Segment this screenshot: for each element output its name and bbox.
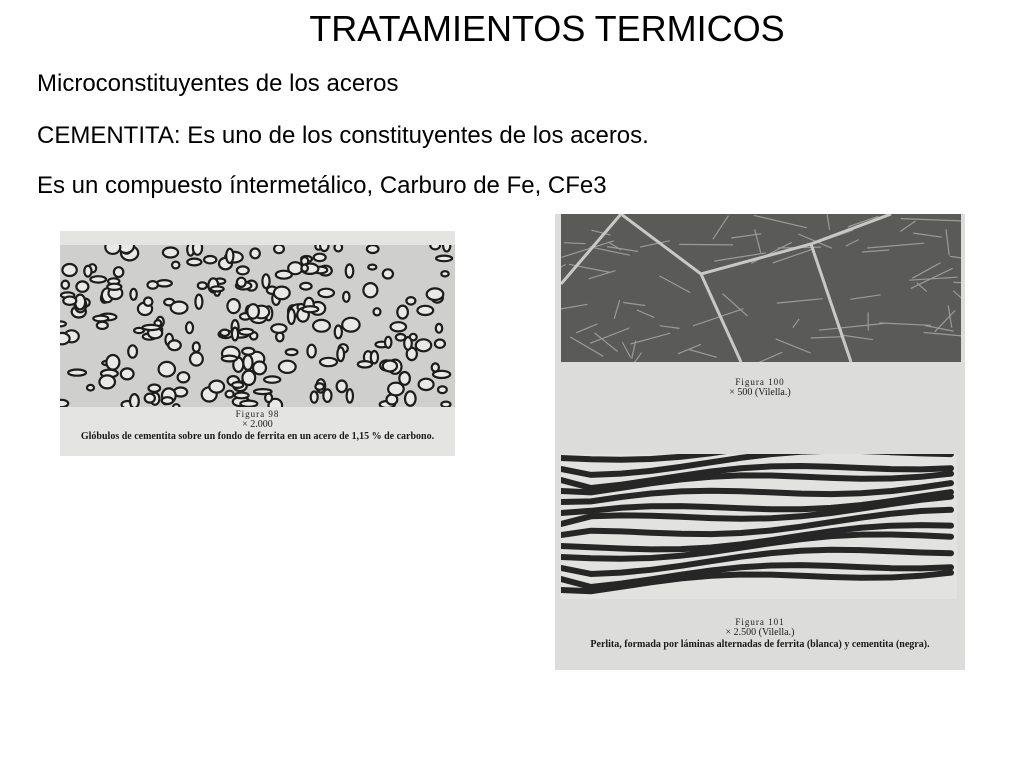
figure-100-magnification: × 500 (Vilella.) — [729, 387, 791, 399]
figure-98-magnification: × 2.000 — [242, 419, 273, 431]
micrograph-lamellar-pearlite — [561, 454, 957, 599]
figure-101-caption: Perlita, formada por láminas alternadas de ferrita (blanca) y cementita (negra). — [590, 638, 930, 650]
figure-98-caption: Glóbulos de cementita sobre un fondo de ferrita en un acero de 1,15 % de carbono. — [80, 430, 435, 442]
figure-98-scan — [60, 231, 455, 456]
figure-101-label: Figura 101 — [735, 617, 785, 627]
figure-98-label: Figura 98 — [235, 409, 280, 419]
micrograph-globular-cementite — [60, 245, 455, 407]
text-cementita-compound: Es un compuesto íntermetálico, Carburo de Fe, CFe3 — [37, 172, 607, 199]
figure-100-label: Figura 100 — [735, 377, 785, 387]
micrograph-coarse-pearlite — [561, 214, 961, 362]
subtitle-microconstituyentes: Microconstituyentes de los aceros — [37, 70, 399, 97]
figure-100-101-scan — [555, 214, 965, 670]
slide-title: TRATAMIENTOS TERMICOS — [309, 8, 785, 49]
figure-101-magnification: × 2.500 (Vilella.) — [725, 627, 795, 639]
text-cementita-definition: CEMENTITA: Es uno de los constituyentes de los aceros. — [37, 122, 649, 149]
